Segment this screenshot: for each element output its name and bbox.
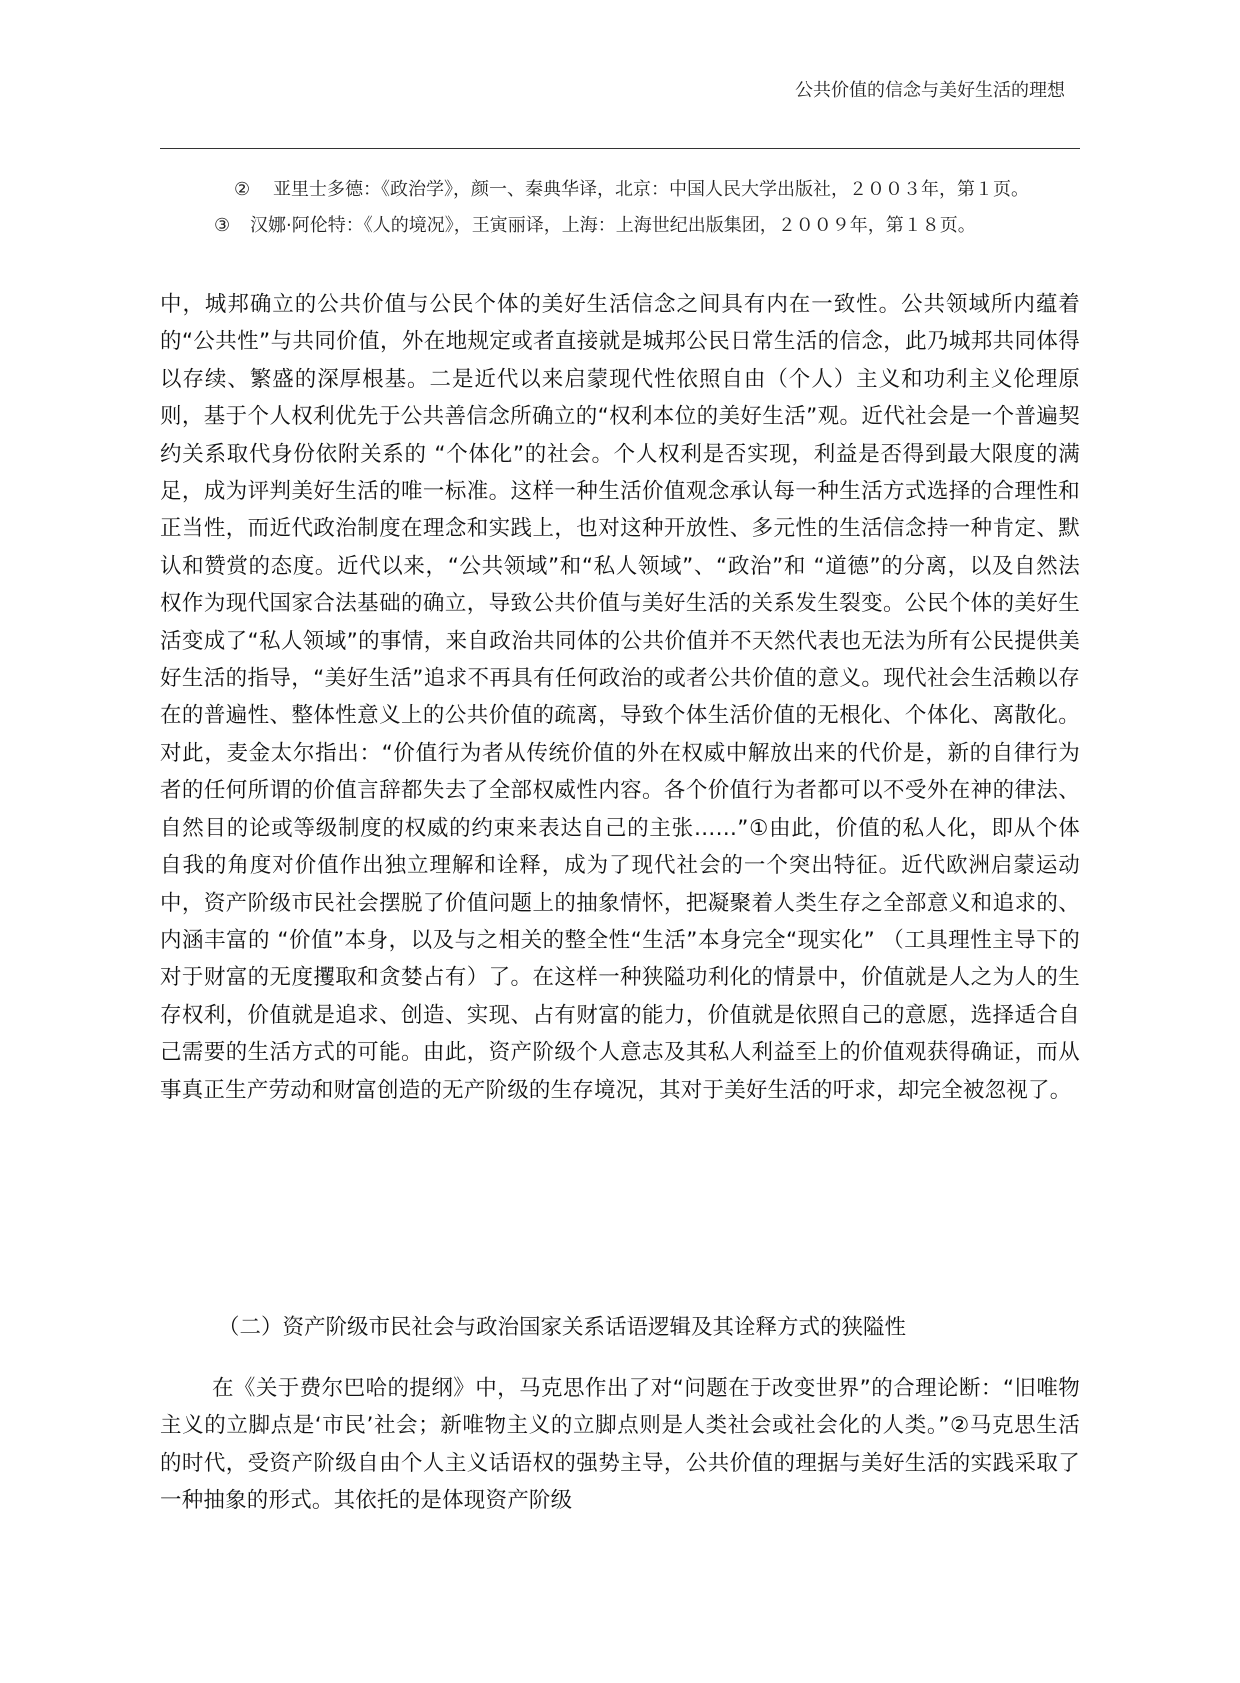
main-body-text xyxy=(160,286,1080,1109)
footnote-3-mark: ③ xyxy=(214,215,231,236)
footnote-2-mark: ② xyxy=(234,179,251,200)
footnote-2 xyxy=(160,172,1080,208)
running-header-title: 公共价值的信念与美好生活的理想 xyxy=(795,80,1065,101)
footnote-3-text: 汉娜·阿伦特：《人的境况》，王寅丽译，上海：上海世纪出版集团，２００９年，第１８页。 xyxy=(250,215,976,236)
footnote-3 xyxy=(160,208,1080,244)
footnote-2-text: 亚里士多德：《政治学》，颜一、秦典华译，北京：中国人民大学出版社，２００３年，第１页。 xyxy=(273,179,1029,200)
section-heading: （二）资产阶级市民社会与政治国家关系话语逻辑及其诠释方式的狭隘性 xyxy=(218,1315,907,1340)
header-divider xyxy=(160,148,1080,149)
footnotes-block xyxy=(160,172,1080,244)
body-paragraph-2: 在《关于费尔巴哈的提纲》中，马克思作出了对“问题在于改变世界”的合理论断：“旧唯物主义的立脚点是‘市民’社会；新唯物主义的立脚点则是人类社会或社会化的人类。”②马克思生活的时代，受资产阶级自由个人主义话语权的强势主导，公共价值的理据与美好生活的实践采取了一种抽象的形式。其依托的是体现资产阶级 xyxy=(160,1376,1080,1514)
body-paragraph-1: 中，城邦确立的公共价值与公民个体的美好生活信念之间具有内在一致性。公共领域所内蕴着的“公共性”与共同价值，外在地规定或者直接就是城邦公民日常生活的信念，此乃城邦共同体得以存续、繁盛的深厚根基。二是近代以来启蒙现代性依照自由（个人）主义和功利主义伦理原则，基于个人权利优先于公共善信念所确立的“权利本位的美好生活”观。近代社会是一个普遍契约关系取代身份依附关系的 “个体化”的社会。个人权利是否实现，利益是否得到最大限度的满足，成为评判美好生活的唯一标准。这样一种生活价值观念承认每一种生活方式选择的合理性和正当性，而近代政治制度在理念和实践上，也对这种开放性、多元性的生活信念持一种肯定、默认和赞赏的态度。近代以来，“公共领域”和“私人领域”、“政治”和 “道德”的分离，以及自然法权作为现代国家合法基础的确立，导致公共价值与美好生活的关系发生裂变。公民个体的美好生活变成了“私人领域”的事情，来自政治共同体的公共价值并不天然代表也无法为所有公民提供美好生活的指导，“美好生活”追求不再具有任何政治的或者公共价值的意义。现代社会生活赖以存在的普遍性、整体性意义上的公共价值的疏离，导致个体生活价值的无根化、个体化、离散化。对此，麦金太尔指出：“价值行为者从传统价值的外在权威中解放出来的代价是，新的自律行为者的任何所谓的价值言辞都失去了全部权威性内容。各个价值行为者都可以不受外在神的律法、自然目的论或等级制度的权威的约束来表达自己的主张……”①由此，价值的私人化，即从个体自我的角度对价值作出独立理解和诠释，成为了现代社会的一个突出特征。近代欧洲启蒙运动中，资产阶级市民社会摆脱了价值问题上的抽象情怀，把凝聚着人类生存之全部意义和追求的、内涵丰富的 “价值”本身，以及与之相关的整全性“生活”本身完全“现实化” （工具理性主导下的对于财富的无度攫取和贪婪占有）了。在这样一种狭隘功利化的情景中，价值就是人之为人的生存权利，价值就是追求、创造、实现、占有财富的能力，价值就是依照自己的意愿，选择适合自己需要的生活方式的可能。由此，资产阶级个人意志及其私人利益至上的价值观获得确证，而从事真正生产劳动和财富创造的无产阶级的生存境况，其对于美好生活的吁求，却完全被忽视了。 xyxy=(160,292,1080,1103)
